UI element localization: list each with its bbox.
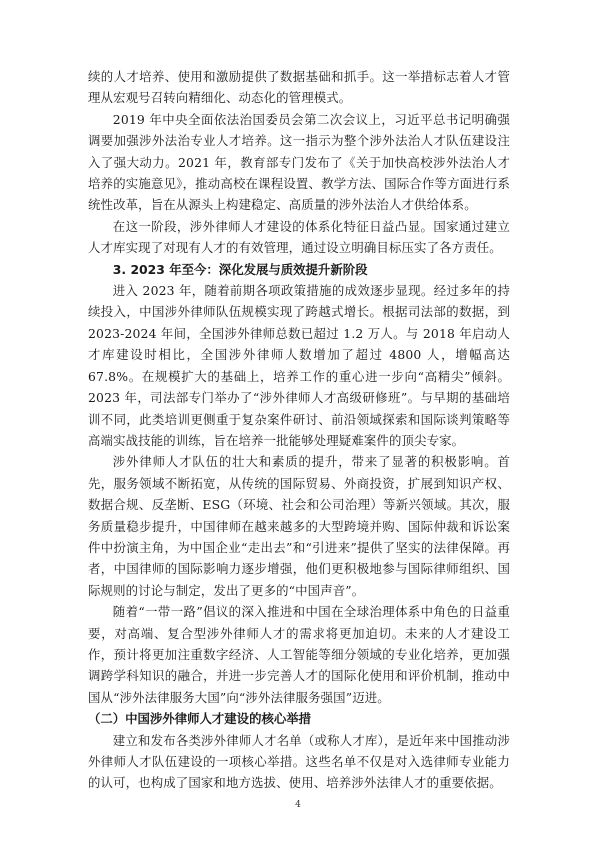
paragraph-stage-summary: 在这一阶段，涉外律师人才建设的体系化特征日益凸显。国家通过建立人才库实现了对现有人才的有效管理，通过设立明确目标压实了各方责任。 bbox=[88, 218, 510, 256]
paragraph-2019-meeting: 2019 年中央全面依法治国委员会第二次会议上，习近平总书记明确强调要加强涉外法治专业人才培养。这一指示为整个涉外法治人才队伍建设注入了强大动力。2021 年，教育部专门发布了《关于加快高校涉外法治人才培养的实施意见》，推动高校在课程设置、教学方法、国际合作等方面进行系统性改革，旨在从源头上构建稳定、高质量的涉外法治人才供给体系。 bbox=[88, 111, 510, 213]
document-body bbox=[88, 66, 510, 794]
page-number: 4 bbox=[295, 800, 301, 810]
paragraph-2023-growth: 进入 2023 年，随着前期各项政策措施的成效逐步显现。经过多年的持续投入，中国涉外律师队伍规模实现了跨越式增长。根据司法部的数据，到 2023-2024 年间，全国涉外律师总数已超过 1.2 万人。与 2018 年启动人才库建设时相比，全国涉外律师人数增加了超过 4800 人，增幅高达 67.8%。在规模扩大的基础上，培养工作的重心进一步向“高精尖”倾斜。2023 年，司法部专门举办了“涉外律师人才高级研修班”。与早期的基础培训不同，此类培训更侧重于复杂案件研讨、前沿领域探索和国际谈判策略等高端实战技能的训练，旨在培养一批能够处理疑难案件的顶尖专家。 bbox=[88, 283, 510, 448]
paragraph-continued: 续的人才培养、使用和激励提供了数据基础和抓手。这一举措标志着人才管理从宏观号召转向精细化、动态化的管理模式。 bbox=[88, 69, 510, 106]
paragraph-talent-list: 建立和发布各类涉外律师人才名单（或称人才库），是近年来中国推动涉外律师人才队伍建设的一项核心举措。这些名单不仅是对入选律师专业能力的认可，也构成了国家和地方选拔、使用、培养涉外法律人才的重要依据。 bbox=[88, 732, 510, 791]
paragraph-belt-and-road: 随着“一带一路”倡议的深入推进和中国在全球治理体系中角色的日益重要，对高端、复合型涉外律师人才的需求将更加迫切。未来的人才建设工作，预计将更加注重数字经济、人工智能等细分领域的专业化培养，更加强调跨学科知识的融合，并进一步完善人才的国际化使用和评价机制，推动中国从“涉外法律服务大国”向“涉外法律服务强国”迈进。 bbox=[88, 604, 510, 705]
section-heading-3: 3. 2023 年至今：深化发展与质效提升新阶段 bbox=[112, 261, 368, 277]
section-heading-2: （二）中国涉外律师人才建设的核心举措 bbox=[88, 711, 312, 727]
paragraph-impact: 涉外律师人才队伍的壮大和素质的提升，带来了显著的积极影响。首先，服务领域不断拓宽，从传统的国际贸易、外商投资，扩展到知识产权、数据合规、反垄断、ESG（环境、社会和公司治理）等新兴领域。其次，服务质量稳步提升，中国律师在越来越多的大型跨境并购、国际仲裁和诉讼案件中扮演主角，为中国企业“走出去”和“引进来”提供了坚实的法律保障。再者，中国律师的国际影响力逐步增强，他们更积极地参与国际律师组织、国际规则的讨论与制定，发出了更多的“中国声音”。 bbox=[88, 454, 510, 598]
